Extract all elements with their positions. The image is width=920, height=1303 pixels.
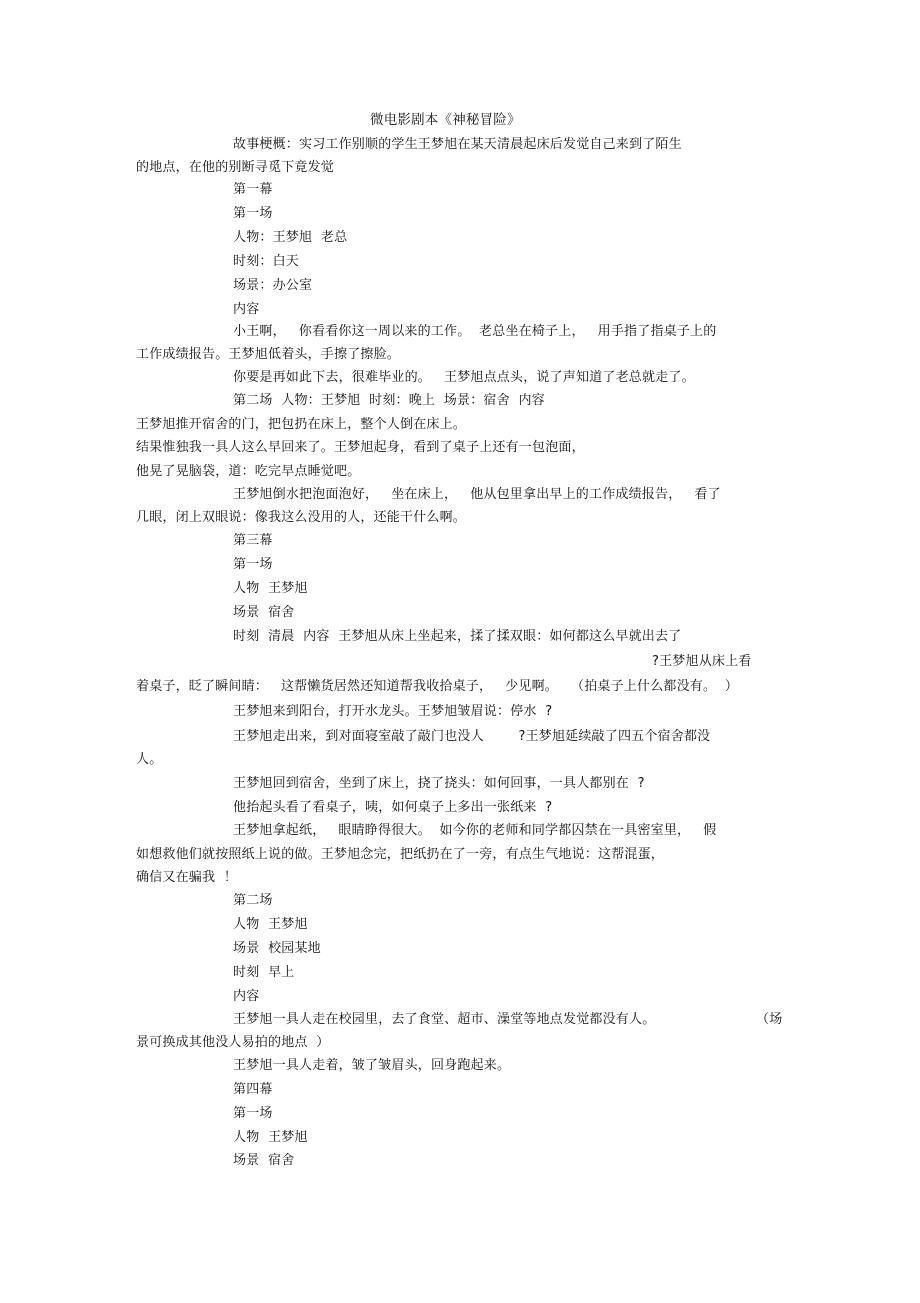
- text-line: 他抬起头看了看桌子，咦，如何桌子上多出一张纸来 ?: [233, 800, 553, 815]
- text-line: 王梦旭推开宿舍的门，把包扔在床上，整个人倒在床上。: [136, 417, 467, 432]
- text-line: 内容: [233, 302, 260, 317]
- text-line: 人物 王梦旭: [233, 1130, 308, 1145]
- text-line: 王梦旭来到阳台，打开水龙头。王梦旭皱眉说：停水 ?: [233, 704, 553, 719]
- text-line: 工作成绩报告。王梦旭低着头，手擦了擦脸。: [136, 347, 401, 362]
- text-line: 人物 王梦旭: [233, 581, 308, 596]
- text-line: 王梦旭走出来，到对面寝室敲了敲门也没人 ?王梦旭延续敲了四五个宿舍都没: [233, 729, 711, 744]
- text-line: 确信又在骗我 ！: [136, 870, 238, 885]
- text-line: ?王梦旭从床上看: [652, 654, 752, 669]
- text-line: 几眼，闭上双眼说：像我这么没用的人，还能干什么啊。: [136, 510, 467, 525]
- text-line: 场景 校园某地: [233, 941, 321, 956]
- text-line: 王梦旭拿起纸， 眼睛睁得很大。 如今你的老师和同学都囚禁在一具密室里， 假: [233, 823, 717, 838]
- text-line: 的地点，在他的别断寻觅下竟发觉: [136, 160, 335, 175]
- text-line: 时刻 早上: [233, 965, 295, 980]
- text-line: 第二场 人物：王梦旭 时刻：晚上 场景：宿舍 内容: [233, 393, 545, 408]
- document-title: 微电影剧本《神秘冒险》: [370, 112, 521, 128]
- text-line: 王梦旭一具人走在校园里，去了食堂、超市、澡堂等地点发觉都没有人。: [233, 1012, 656, 1027]
- text-line: 时刻：白天: [233, 254, 300, 269]
- text-line: 第二场: [233, 893, 273, 908]
- text-line: （场: [756, 1012, 783, 1027]
- text-line: 王梦旭回到宿舍，坐到了床上，挠了挠头：如何回事，一具人都别在 ?: [233, 776, 645, 791]
- text-line: 场景 宿舍: [233, 605, 295, 620]
- text-line: 第一场: [233, 206, 273, 221]
- text-line: 小王啊， 你看看你这一周以来的工作。 老总坐在椅子上， 用手指了指桌子上的: [233, 324, 717, 339]
- text-line: 王梦旭倒水把泡面泡好， 坐在床上， 他从包里拿出早上的工作成绩报告， 看了: [233, 487, 721, 502]
- text-line: 如想救他们就按照纸上说的做。王梦旭念完，把纸扔在了一旁，有点生气地说：这帮混蛋，: [136, 847, 665, 862]
- text-line: 人物：王梦旭 老总: [233, 230, 348, 245]
- text-line: 你要是再如此下去，很难毕业的。 王梦旭点点头，说了声知道了老总就走了。: [233, 370, 695, 385]
- text-line: 结果惟独我一具人这么早回来了。王梦旭起身，看到了桌子上还有一包泡面，: [136, 440, 585, 455]
- text-line: 第四幕: [233, 1082, 273, 1097]
- text-line: 他晃了晃脑袋，道：吃完早点睡觉吧。: [136, 464, 361, 479]
- text-line: 景可换成其他没人易拍的地点 ）: [136, 1035, 330, 1050]
- text-line: 第一幕: [233, 182, 273, 197]
- text-line: 时刻 清晨 内容 王梦旭从床上坐起来，揉了揉双眼：如何都这么早就出去了: [233, 629, 682, 644]
- text-line: 场景：办公室: [233, 278, 313, 293]
- text-line: 人。: [136, 752, 163, 767]
- text-line: 第三幕: [233, 533, 273, 548]
- text-line: 场景 宿舍: [233, 1153, 295, 1168]
- text-line: 内容: [233, 989, 260, 1004]
- text-line: 着桌子，眨了瞬间睛： 这帮懒货居然还知道帮我收拾桌子， 少见啊。 （拍桌子上什么都没有。 ）: [136, 679, 739, 694]
- text-line: 第一场: [233, 1106, 273, 1121]
- text-line: 人物 王梦旭: [233, 917, 308, 932]
- text-line: 王梦旭一具人走着，皱了皱眉头，回身跑起来。: [233, 1058, 511, 1073]
- text-line: 第一场: [233, 557, 273, 572]
- text-line: 故事梗概：实习工作别顺的学生王梦旭在某天清晨起床后发觉自己来到了陌生: [233, 137, 682, 152]
